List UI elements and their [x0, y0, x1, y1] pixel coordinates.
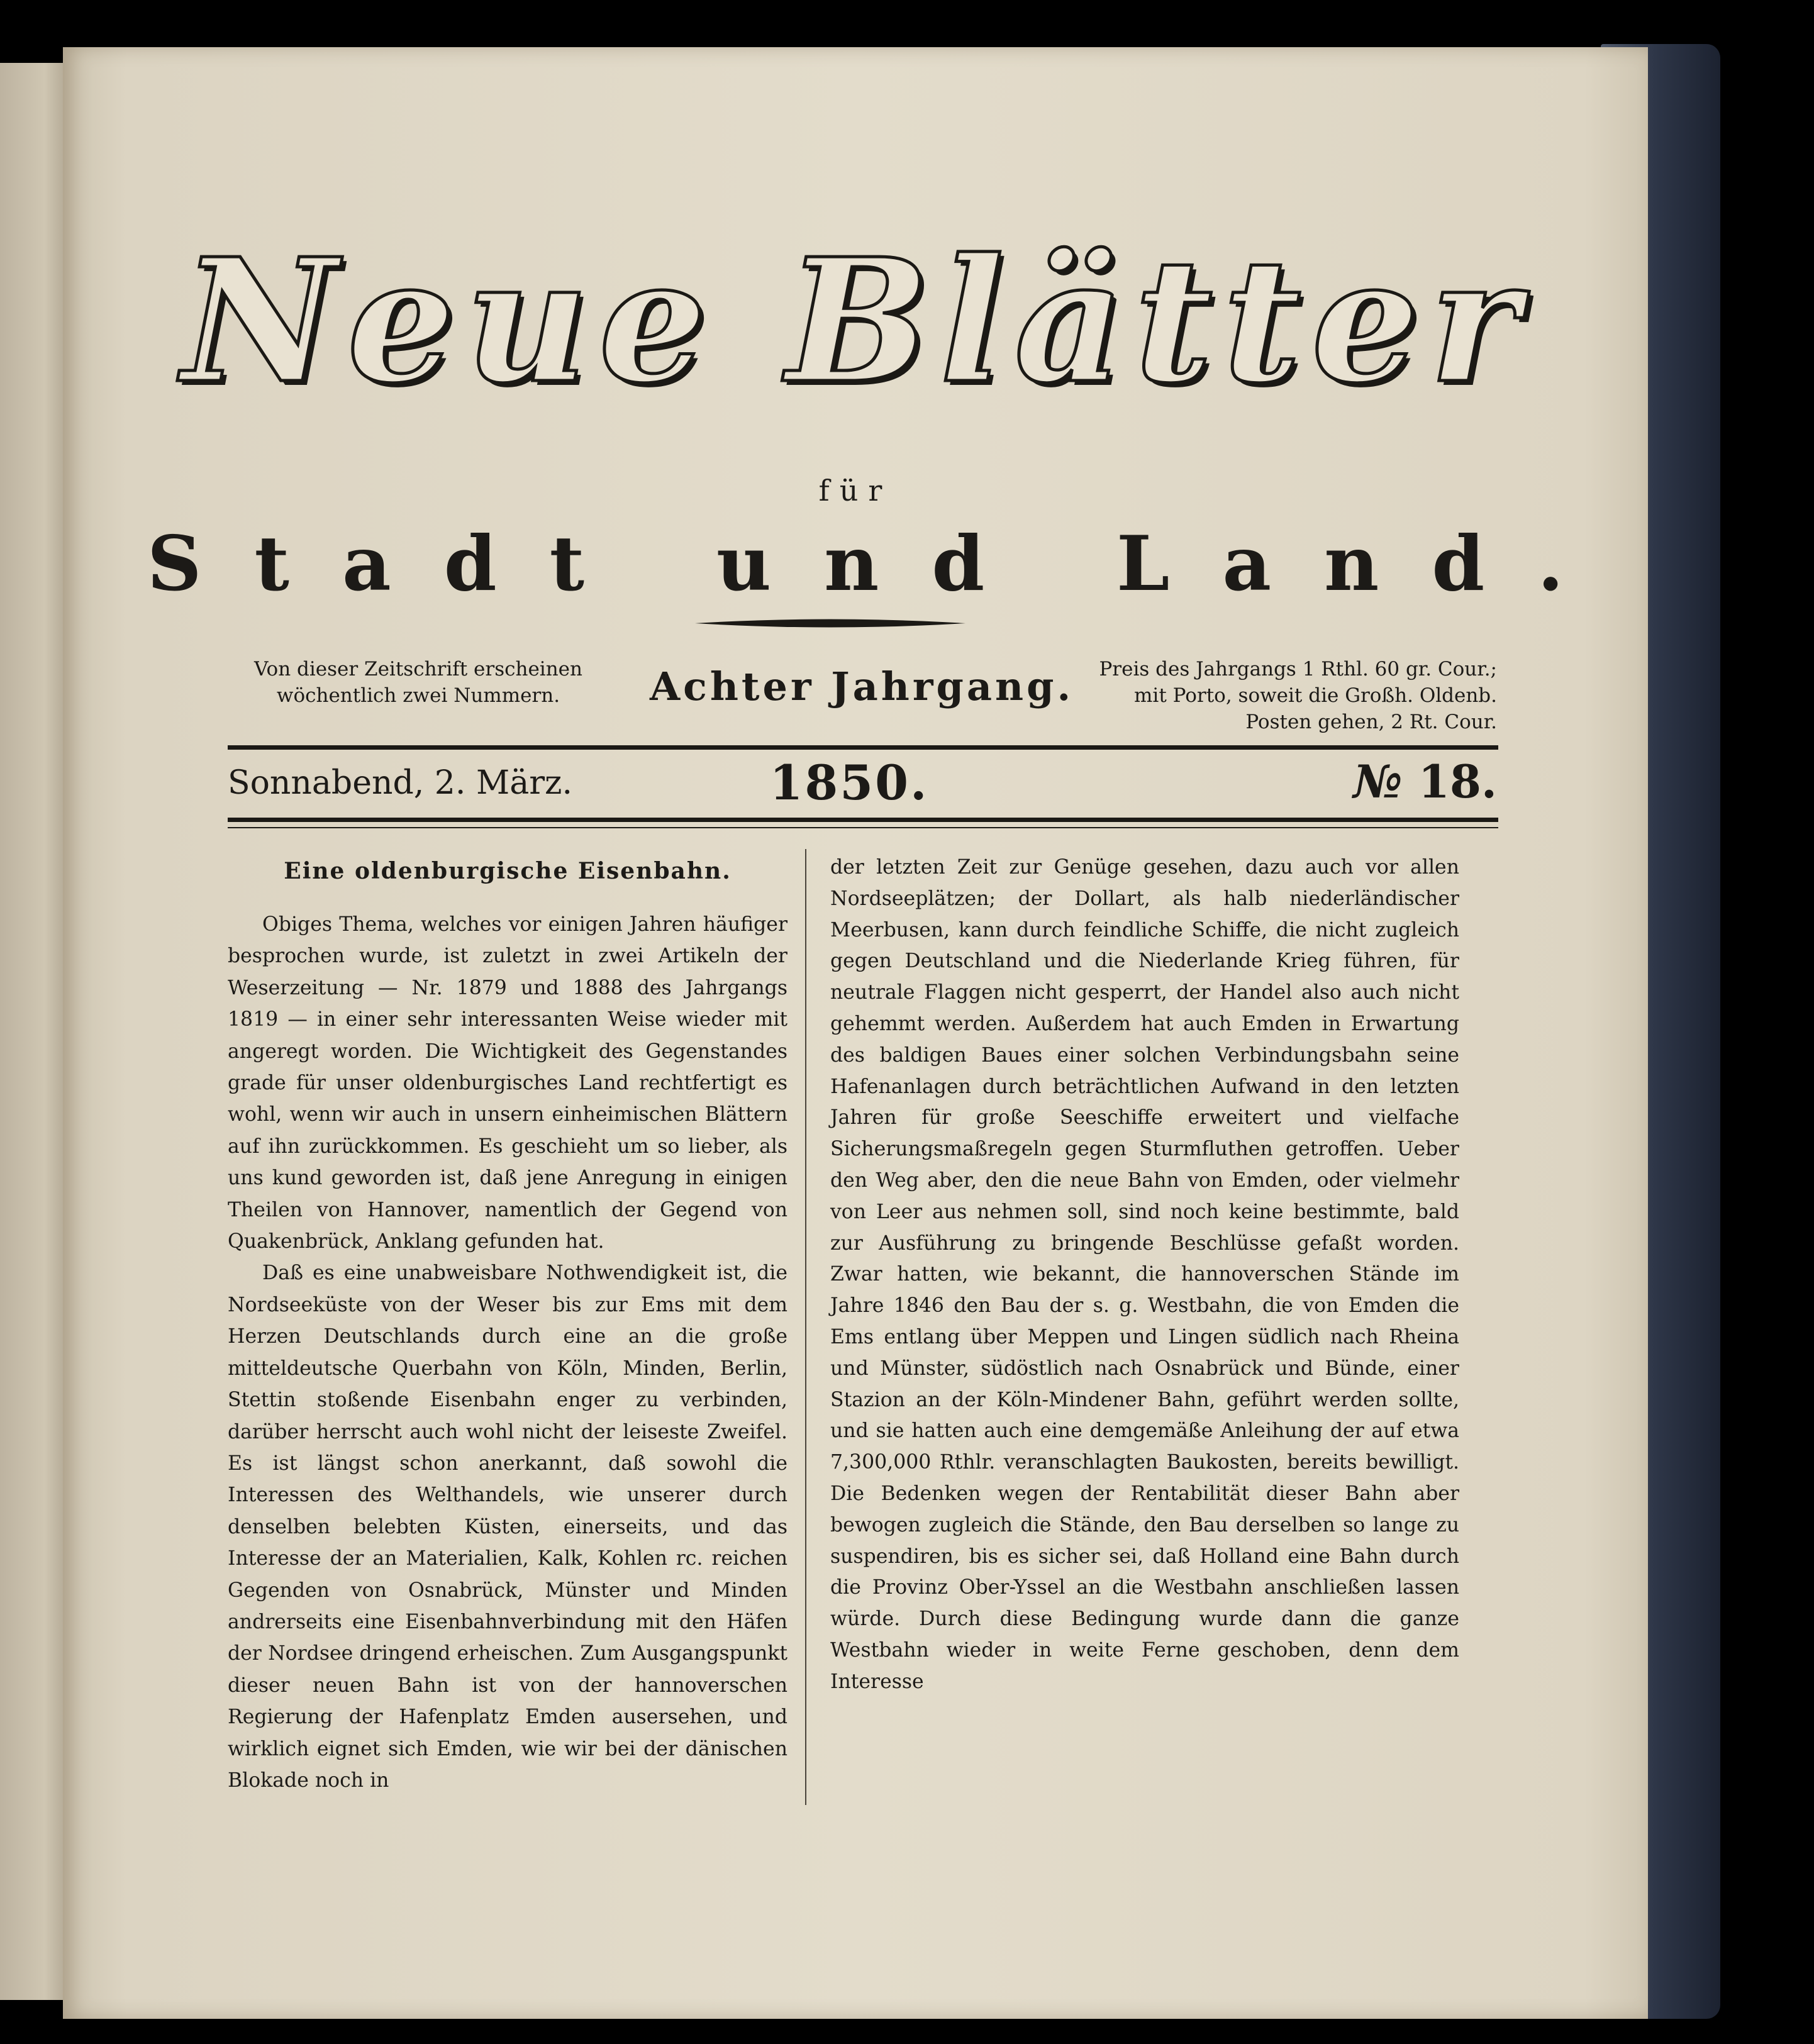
- price-note: Preis des Jahrgangs 1 Rthl. 60 gr. Cour.; mit Porto, soweit die Großh. Oldenb. Posten gehen, 2 Rt. Cour.: [1099, 658, 1497, 733]
- header-rule-top: [228, 745, 1498, 750]
- column-divider: [805, 849, 806, 1805]
- header-rule-bottom-thin: [228, 827, 1498, 828]
- ornament-rule: [695, 616, 965, 630]
- article-paragraph-1: Obiges Thema, welches vor einigen Jahren häufiger besprochen wurde, ist zuletzt in zwei Artikeln der Weserzeitung — Nr. 1879 und 1888 des Jahrgangs 1819 — in einer sehr interessanten Weise wieder mit angeregt worden. Die Wichtigkeit des Gegenstandes grade für unser oldenburgisches Land rechtfertigt es wohl, wenn wir auch in unsern einheimischen Blättern auf ihn zurückkommen. Es geschieht um so lieber, als uns kund geworden ist, daß jene Anregung in einigen Theilen von Hannover, namentlich der Gegend von Quakenbrück, Anklang gefunden hat.: [228, 913, 787, 1253]
- issue-number-value: 18.: [1418, 755, 1497, 808]
- frequency-note: Von dieser Zeitschrift erscheinen wöchentlich zwei Nummern.: [253, 658, 582, 707]
- article-title: Eine oldenburgische Eisenbahn.: [284, 858, 732, 884]
- newspaper-page: [63, 47, 1648, 2019]
- issue-year: 1850.: [769, 755, 929, 811]
- issue-prefix: №: [1353, 755, 1403, 808]
- masthead-subtitle: Stadt und Land.: [147, 519, 1617, 608]
- issue-date: Sonnabend, 2. März.: [228, 764, 572, 802]
- article-paragraph-2: Daß es eine unabweisbare Nothwendigkeit ist, die Nordseeküste von der Weser bis zur Ems mit dem Herzen Deutschlands durch eine an die große mitteldeutsche Querbahn von Köln, Minden, Berlin, Stettin stoßende Eisenbahn enger zu verbinden, darüber herrscht auch wohl nicht der leiseste Zweifel. Es ist längst schon anerkannt, daß sowohl die Interessen des Welthandels, wie unserer durch denselben belebten Küsten, einerseits, und das Interesse der an Materialien, Kalk, Kohlen rc. reichen Gegenden von Osnabrück, Münster und Minden andrerseits eine Eisenbahnverbindung mit den Häfen der Nordsee dringend erheischen. Zum Ausgangspunkt dieser neuen Bahn ist von der hannoverschen Regierung der Hafenplatz Emden ausersehen, und wirklich eignet sich Emden, wie wir bei der dänischen Blokade noch in: [228, 1262, 787, 1792]
- article-column-left: [228, 852, 787, 1796]
- masthead-title: Neue Blätter: [182, 221, 1529, 421]
- issue-number: [1245, 755, 1497, 808]
- masthead-fuer: für: [818, 474, 893, 508]
- volume-label: Achter Jahrgang.: [649, 664, 1074, 709]
- header-rule-bottom: [228, 818, 1498, 822]
- article-column-right: [830, 852, 1459, 1698]
- article-paragraph-continued: der letzten Zeit zur Genüge gesehen, dazu auch vor allen Nordseeplätzen; der Dollart, als halb niederländischer Meerbusen, kann durch feindliche Schiffe, die nicht zugleich gegen Deutschland und die Niederlande Krieg führen, für neutrale Flaggen nicht gesperrt, der Handel also auch nicht gehemmt werden. Außerdem hat auch Emden in Erwartung des baldigen Baues einer solchen Verbindungsbahn seine Hafenanlagen durch beträchtlichen Aufwand in den letzten Jahren für große Seeschiffe erweitert und vielfache Sicherungsmaßregeln gegen Sturmfluthen getroffen. Ueber den Weg aber, den die neue Bahn von Emden, oder vielmehr von Leer aus nehmen soll, sind noch keine bestimmte, bald zur Ausführung zu bringende Beschlüsse gefaßt worden. Zwar hatten, wie bekannt, die hannoverschen Stände im Jahre 1846 den Bau der s. g. Westbahn, die von Emden die Ems entlang über Meppen und Lingen südlich nach Rheina und Münster, südöstlich nach Osnabrück und Bünde, einer Stazion an der Köln-Mindener Bahn, geführt werden sollte, und sie hatten auch eine demgemäße Anleihung der auf etwa 7,300,000 Rthlr. veranschlagten Baukosten, bereits bewilligt. Die Bedenken wegen der Rentabilität dieser Bahn aber bewogen zugleich die Stände, den Bau derselben so lange zu suspendiren, bis es sicher sei, daß Holland eine Bahn durch die Provinz Ober-Yssel an die Westbahn anschließen lassen würde. Durch diese Bedingung wurde dann die ganze Westbahn wieder in weite Ferne geschoben, denn dem Interesse: [830, 856, 1459, 1693]
